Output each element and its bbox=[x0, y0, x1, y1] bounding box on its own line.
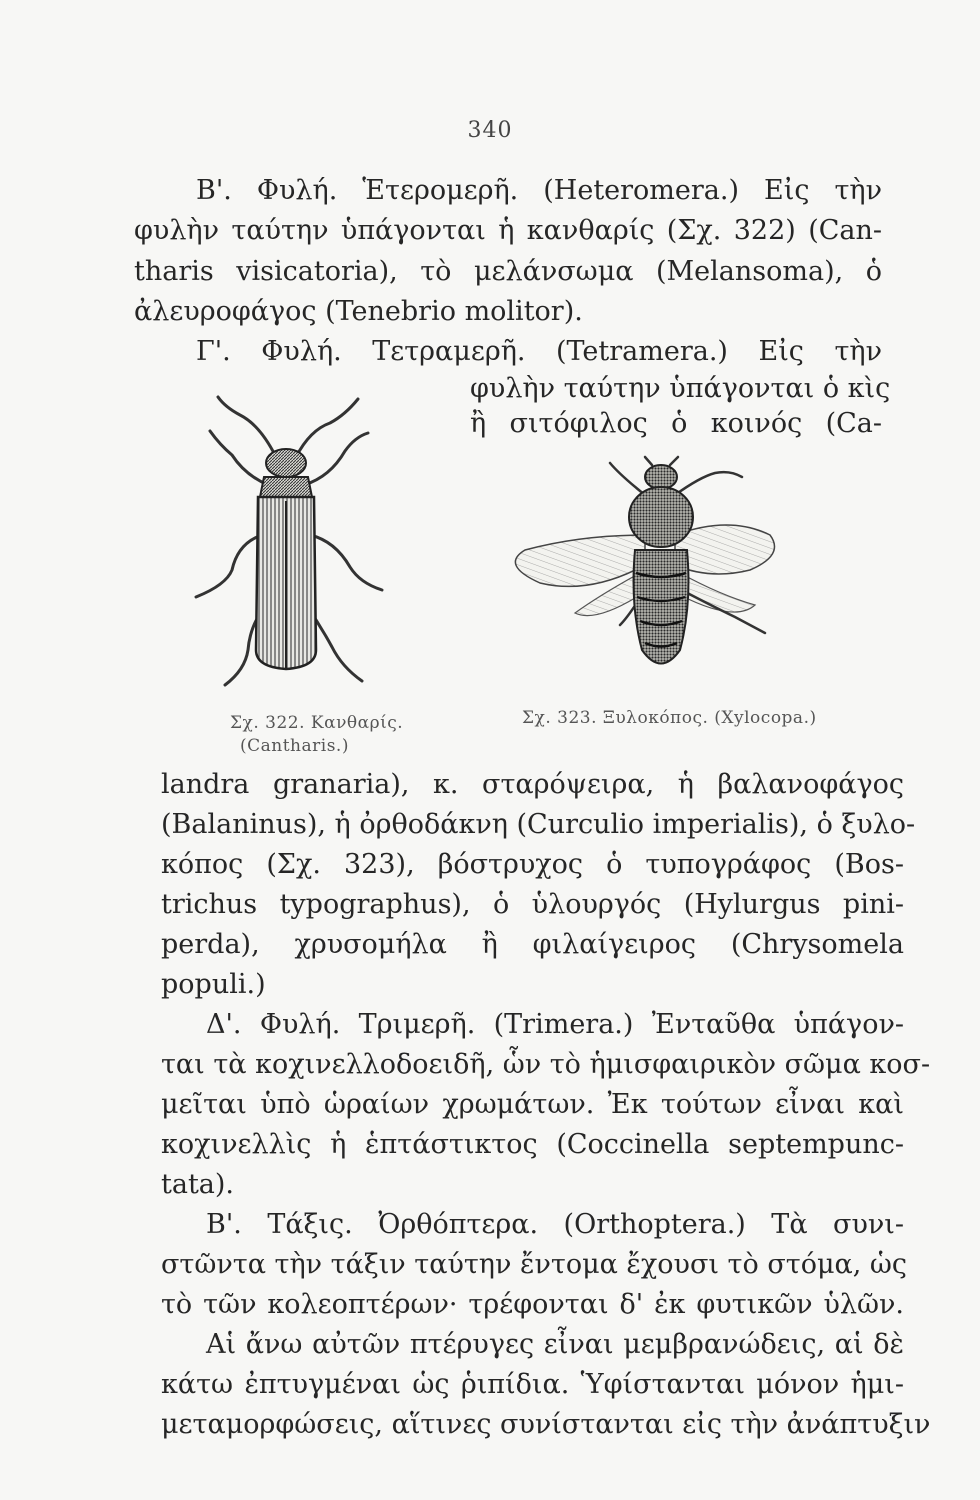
text-line: ἢ σιτόφιλος ὁ κοινός (Ca- bbox=[470, 408, 882, 439]
text-line: Δ'. Φυλή. Τριμερῆ. (Trimera.) Ἐνταῦθα ὑπάγον- bbox=[206, 1009, 904, 1040]
text-line: μεῖται ὑπὸ ὡραίων χρωμάτων. Ἐκ τούτων εἶναι καὶ bbox=[161, 1089, 904, 1120]
text-line: μεταμορφώσεις, αἵτινες συνίστανται εἰς τὴν ἀνάπτυξιν bbox=[161, 1409, 931, 1440]
figure-323-caption: Σχ. 323. Ξυλοκόπος. (Xylocopa.) bbox=[522, 708, 817, 728]
text-line: Β'. Φυλή. Ἑτερομερῆ. (Heteromera.) Εἰς τὴν bbox=[196, 175, 882, 206]
text-line: landra granaria), κ. σταρόψειρα, ἡ βαλανοφάγος bbox=[161, 769, 904, 800]
text-line: φυλὴν ταύτην ὑπάγονται ἡ κανθαρίς (Σχ. 322) (Can- bbox=[134, 215, 882, 246]
text-line: Γ'. Φυλή. Τετραμερῆ. (Tetramera.) Εἰς τὴν bbox=[196, 336, 882, 367]
text-line: ἀλευροφάγος (Tenebrio molitor). bbox=[134, 296, 583, 327]
figure-322-caption: Σχ. 322. Κανθαρίς. bbox=[230, 713, 404, 733]
text-line: populi.) bbox=[161, 969, 266, 1000]
text-line: perda), χρυσομήλα ἢ φιλαίγειρος (Chrysomela bbox=[161, 929, 904, 960]
text-line: tharis visicatoria), τὸ μελάνσωμα (Melansoma), ὁ bbox=[134, 256, 882, 287]
figure-322-caption-latin: (Cantharis.) bbox=[240, 736, 349, 756]
page-number: 340 bbox=[467, 118, 513, 143]
text-line: στῶντα τὴν τάξιν ταύτην ἔντομα ἔχουσι τὸ στόμα, ὡς bbox=[161, 1249, 908, 1280]
text-line: κάτω ἐπτυγμέναι ὡς ῥιπίδια. Ὑφίστανται μόνον ἡμι- bbox=[161, 1369, 904, 1400]
text-line: κοχινελλὶς ἡ ἑπτάστικτος (Coccinella septempunc- bbox=[161, 1129, 904, 1160]
text-line: ται τὰ κοχινελλοδοειδῆ, ὧν τὸ ἡμισφαιρικὸν σῶμα κοσ- bbox=[161, 1049, 931, 1080]
text-line: φυλὴν ταύτην ὑπάγονται ὁ κὶς bbox=[470, 373, 891, 404]
xylocopa-bee-illustration bbox=[480, 455, 800, 705]
text-line: tata). bbox=[161, 1169, 235, 1200]
cantharis-beetle-illustration bbox=[170, 385, 410, 695]
text-line: (Balaninus), ἡ ὀρθοδάκνη (Curculio imperialis), ὁ ξυλο- bbox=[161, 809, 916, 840]
text-line: trichus typographus), ὁ ὑλουργός (Hylurgus pini- bbox=[161, 889, 904, 920]
text-line: κόπος (Σχ. 323), βόστρυχος ὁ τυπογράφος (Bos- bbox=[161, 849, 904, 880]
text-line: Β'. Τάξις. Ὀρθόπτερα. (Orthoptera.) Τὰ συνι- bbox=[206, 1209, 904, 1240]
text-line: τὸ τῶν κολεοπτέρων· τρέφονται δ' ἐκ φυτικῶν ὑλῶν. bbox=[161, 1289, 904, 1320]
text-line: Αἱ ἄνω αὐτῶν πτέρυγες εἶναι μεμβρανώδεις, αἱ δὲ bbox=[206, 1329, 904, 1360]
